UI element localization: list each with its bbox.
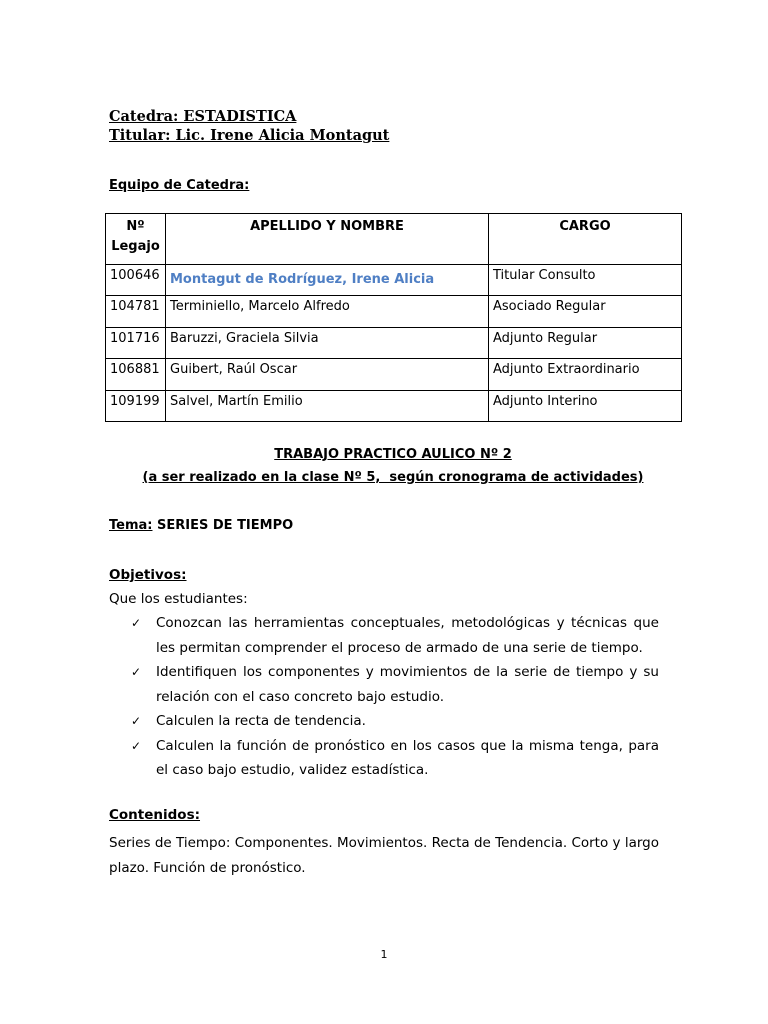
highlighted-name: Montagut de Rodríguez, Irene Alicia	[170, 272, 435, 287]
cell-nombre: Salvel, Martín Emilio	[166, 391, 489, 422]
course-holder: Titular: Lic. Irene Alicia Montagut	[109, 127, 390, 144]
column-header-nombre: APELLIDO Y NOMBRE	[166, 214, 489, 265]
check-icon: ✓	[131, 738, 142, 753]
cell-legajo: 106881	[106, 359, 166, 391]
cell-cargo: Adjunto Interino	[489, 391, 682, 422]
staff-table	[105, 213, 682, 422]
table-row	[106, 391, 682, 422]
list-item	[131, 660, 659, 709]
list-item	[131, 709, 659, 734]
practice-subtitle: (a ser realizado en la clase Nº 5, según cronograma de actividades)	[142, 470, 644, 485]
objectives-intro: Que los estudiantes:	[109, 591, 248, 607]
topic-line	[109, 518, 293, 533]
page-number: 1	[380, 948, 388, 961]
contents-heading-text: Contenidos:	[109, 807, 201, 823]
topic-label: Tema:	[109, 518, 153, 533]
cell-nombre: Guibert, Raúl Oscar	[166, 359, 489, 391]
column-header-cargo: CARGO	[489, 214, 682, 265]
topic-value: SERIES DE TIEMPO	[152, 518, 294, 533]
objectives-heading-text: Objetivos:	[109, 567, 187, 583]
objectives-heading	[109, 567, 187, 583]
cell-nombre	[166, 265, 489, 296]
column-header-legajo: Nº Legajo	[106, 214, 166, 265]
table-row	[106, 328, 682, 359]
cell-nombre: Baruzzi, Graciela Silvia	[166, 328, 489, 359]
objectives-list	[131, 611, 659, 783]
check-icon: ✓	[131, 714, 142, 728]
cell-legajo: 104781	[106, 296, 166, 328]
team-heading: Equipo de Catedra:	[109, 178, 250, 193]
list-item	[131, 734, 659, 783]
practice-title: TRABAJO PRACTICO AULICO Nº 2	[274, 447, 512, 462]
objective-text: Identifiquen los componentes y movimientos de la serie de tiempo y su relación con el caso concreto bajo estudio.	[156, 664, 659, 705]
check-icon: ✓	[131, 665, 142, 679]
cell-legajo: 100646	[106, 265, 166, 296]
objective-text: Calculen la recta de tendencia.	[156, 713, 366, 729]
course-name: Catedra: ESTADISTICA	[109, 108, 297, 125]
cell-cargo: Titular Consulto	[489, 265, 682, 296]
cell-cargo: Asociado Regular	[489, 296, 682, 328]
cell-legajo: 101716	[106, 328, 166, 359]
list-item	[131, 611, 659, 660]
contents-heading	[109, 807, 200, 823]
objective-text: Calculen la función de pronóstico en los casos que la misma tenga, para el caso bajo estudio, validez estadística.	[156, 737, 659, 778]
check-icon: ✓	[131, 616, 142, 630]
course-header	[109, 107, 389, 145]
cell-legajo: 109199	[106, 391, 166, 422]
cell-cargo: Adjunto Regular	[489, 328, 682, 359]
table-row	[106, 359, 682, 391]
table-row	[106, 265, 682, 296]
cell-nombre: Terminiello, Marcelo Alfredo	[166, 296, 489, 328]
objective-text: Conozcan las herramientas conceptuales, metodológicas y técnicas que les permitan comprender el proceso de armado de una serie de tiempo.	[156, 615, 659, 656]
cell-cargo: Adjunto Extraordinario	[489, 359, 682, 391]
table-header-row	[106, 214, 682, 265]
table-row	[106, 296, 682, 328]
contents-text: Series de Tiempo: Componentes. Movimientos. Recta de Tendencia. Corto y largo plazo. Función de pronóstico.	[109, 835, 659, 876]
